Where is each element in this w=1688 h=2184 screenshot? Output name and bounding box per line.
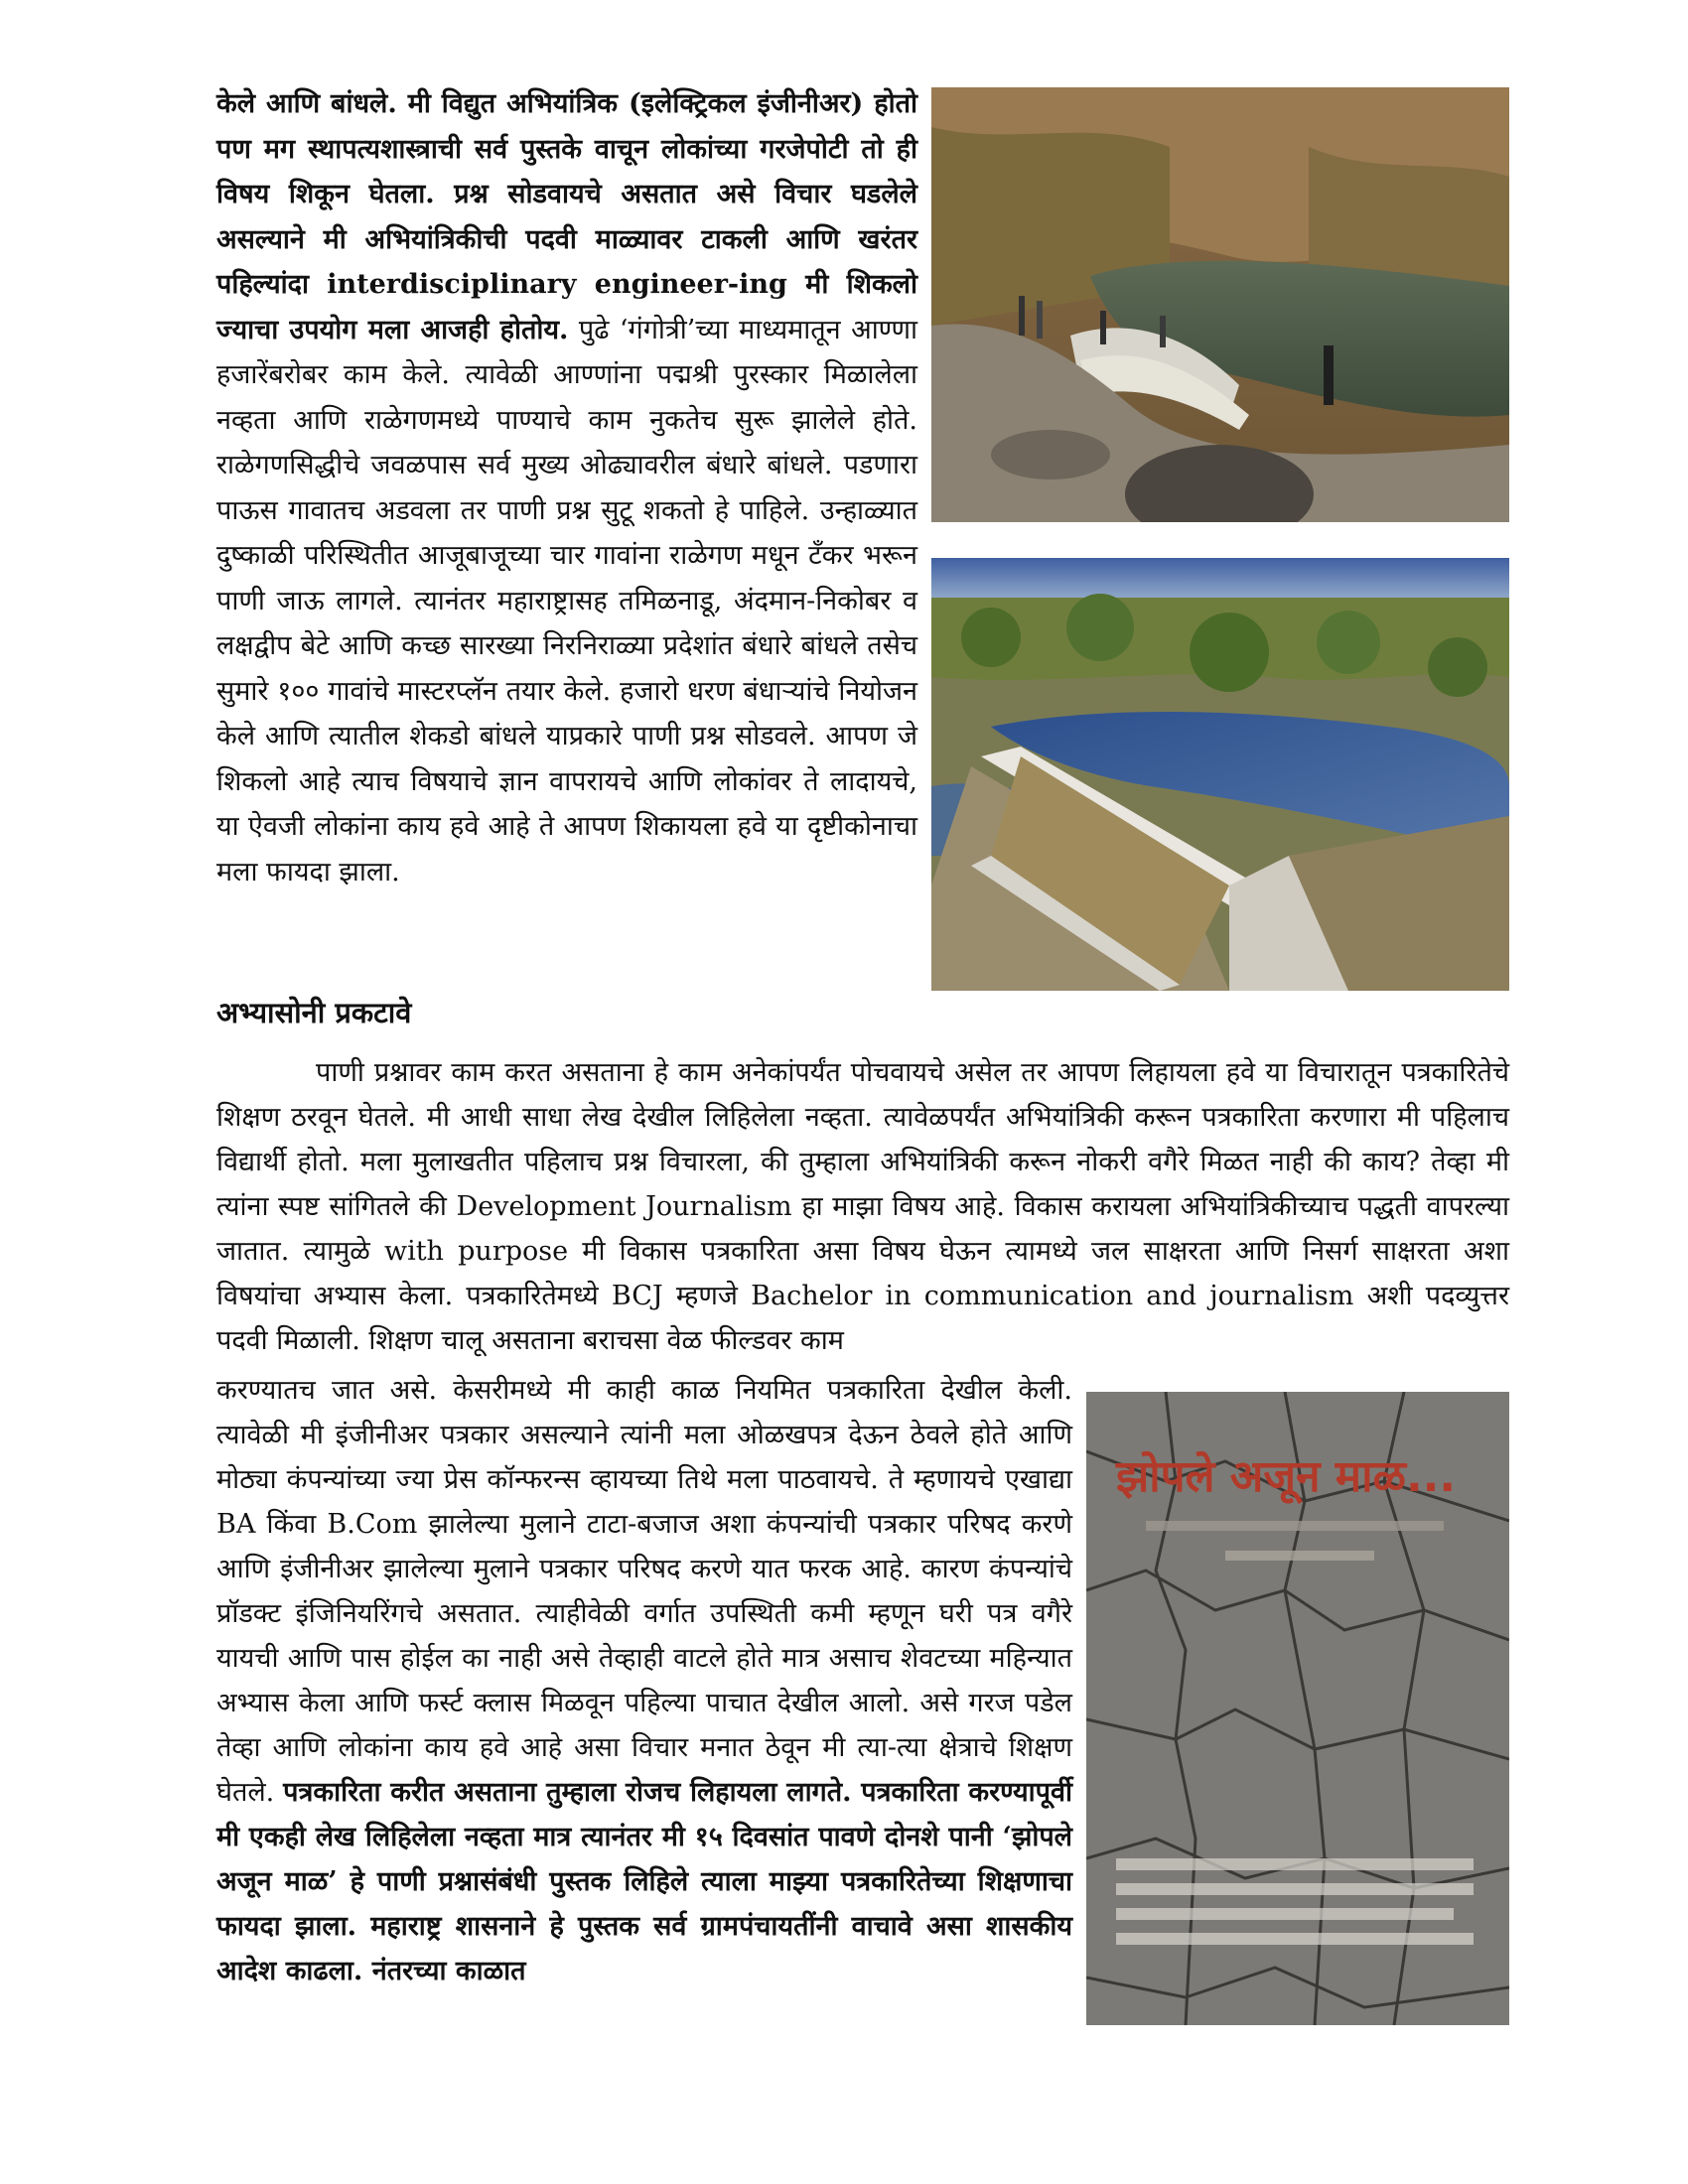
full-width-paragraph-text: पाणी प्रश्नावर काम करत असताना हे काम अनेकांपर्यंत पोचवायचे असेल तर आपण लिहायला हवे या विचारातून पत्रकारितेचे शिक्षण ठरवून घेतले. मी आधी साधा लेख देखील लिहिलेला नव्हता. त्यावेळपर्यंत अभियांत्रिकी करून पत्रकारिता करणारा मी पहिलाच विद्यार्थी होतो. मला मुलाखतीत पहिलाच प्रश्न विचारला, की तुम्हाला अभियांत्रिकी करून नोकरी वगैरे मिळत नाही की काय? तेव्हा मी त्यांना स्पष्ट सांगितले की Development Journalism हा माझा विषय आहे. विकास करायला अभियांत्रिकीच्याच पद्धती वापरल्या जातात. त्यामुळे with purpose मी विकास पत्रकारिता असा विषय घेऊन त्यामध्ये जल साक्षरता आणि निसर्ग साक्षरता अशा विषयांचा अभ्यास केला. पत्रकारितेमध्ये BCJ म्हणजे Bachelor in communication and journalism अशी पदव्युत्तर पदवी मिळाली. शिक्षण चालू असताना बराचसा वेळ फील्डवर काम	[216, 1057, 1509, 1356]
top-paragraph	[216, 81, 917, 894]
left-paragraph-bold: पत्रकारिता करीत असताना तुम्हाला रोजच लिहायला लागते. पत्रकारिता करण्यापूर्वी मी एकही लेख लिहिलेला नव्हता मात्र त्यानंतर मी १५ दिवसांत पावणे दोनशे पानी ‘झोपले अजून माळ’ हे पाणी प्रश्नासंबंधी पुस्तक लिहिले त्याला माझ्या पत्रकारितेच्या शिक्षणाचा फायदा झाला. महाराष्ट्र शासनाने हे पुस्तक सर्व ग्रामपंचायतींनी वाचावे असा शासकीय आदेश काढला. नंतरच्या काळात	[216, 1777, 1072, 1986]
photo-check-dam-construction	[931, 87, 1509, 522]
book-cover-image	[1086, 1392, 1509, 2025]
left-column-paragraph	[216, 1368, 1072, 1993]
book-cover-title: झोपले अजून माळ...	[1116, 1451, 1457, 1502]
section-heading: अभ्यासोनी प्रकटावे	[216, 996, 412, 1029]
photo-check-dam-reservoir	[931, 558, 1509, 991]
top-paragraph-normal: पुढे ‘गंगोत्री’च्या माध्यमातून आण्णा हजारेंबरोबर काम केले. त्यावेळी आण्णांना पद्मश्री पुरस्कार मिळालेला नव्हता आणि राळेगणमध्ये पाण्याचे काम नुकतेच सुरू झालेले होते. राळेगणसिद्धीचे जवळपास सर्व मुख्य ओढ्यावरील बंधारे बांधले. पडणारा पाऊस गावातच अडवला तर पाणी प्रश्न सुटू शकतो हे पाहिले. उन्हाळ्यात दुष्काळी परिस्थितीत आजूबाजूच्या चार गावांना राळेगण मधून टँकर भरून पाणी जाऊ लागले. त्यानंतर महाराष्ट्रासह तमिळनाडू, अंदमान-निकोबर व लक्षद्वीप बेटे आणि कच्छ सारख्या निरनिराळ्या प्रदेशांत बंधारे बांधले तसेच सुमारे १०० गावांचे मास्टरप्लॅन तयार केले. हजारो धरण बंधाऱ्यांचे नियोजन केले आणि त्यातील शेकडो बांधले याप्रकारे पाणी प्रश्न सोडवले. आपण जे शिकलो आहे त्याच विषयाचे ज्ञान वापरायचे आणि लोकांवर ते लादायचे, या ऐवजी लोकांना काय हवे आहे ते आपण शिकायला हवे या दृष्टीकोनाचा मला फायदा झाला.	[216, 314, 918, 887]
top-paragraph-bold: केले आणि बांधले. मी विद्युत अभियांत्रिक (इलेक्ट्रिकल इंजीनीअर) होतो पण मग स्थापत्यशास्त्राची सर्व पुस्तके वाचून लोकांच्या गरजेपोटी तो ही विषय शिकून घेतला. प्रश्न सोडवायचे असतात असे विचार घडलेले असल्याने मी अभियांत्रिकीची पदवी माळ्यावर टाकली आणि खरंतर पहिल्यांदा interdisciplinary engineer-ing मी शिकलो ज्याचा उपयोग मला आजही होतोय.	[216, 88, 917, 345]
left-paragraph-normal: करण्यातच जात असे. केसरीमध्ये मी काही काळ नियमित पत्रकारिता देखील केली. त्यावेळी मी इंजीनीअर पत्रकार असल्याने त्यांनी मला ओळखपत्र देऊन ठेवले होते आणि मोठ्या कंपन्यांच्या ज्या प्रेस कॉन्फरन्स व्हायच्या तिथे मला पाठवायचे. ते म्हणायचे एखाद्या BA किंवा B.Com झालेल्या मुलाने टाटा-बजाज अशा कंपन्यांची पत्रकार परिषद करणे आणि इंजीनीअर झालेल्या मुलाने पत्रकार परिषद करणे यात फरक आहे. कारण कंपन्यांचे प्रॉडक्ट इंजिनियरिंगचे असतात. त्याहीवेळी वर्गात उपस्थिती कमी म्हणून घरी पत्र वगैरे यायची आणि पास होईल का नाही असे तेव्हाही वाटले होते मात्र असाच शेवटच्या महिन्यात अभ्यास केला आणि फर्स्ट क्लास मिळवून पहिल्या पाचात देखील आलो. असे गरज पडेल तेव्हा आणि लोकांना काय हवे आहे असा विचार मनात ठेवून मी त्या-त्या क्षेत्राचे शिक्षण घेतले.	[216, 1375, 1072, 1808]
full-width-paragraph	[216, 1050, 1509, 1363]
